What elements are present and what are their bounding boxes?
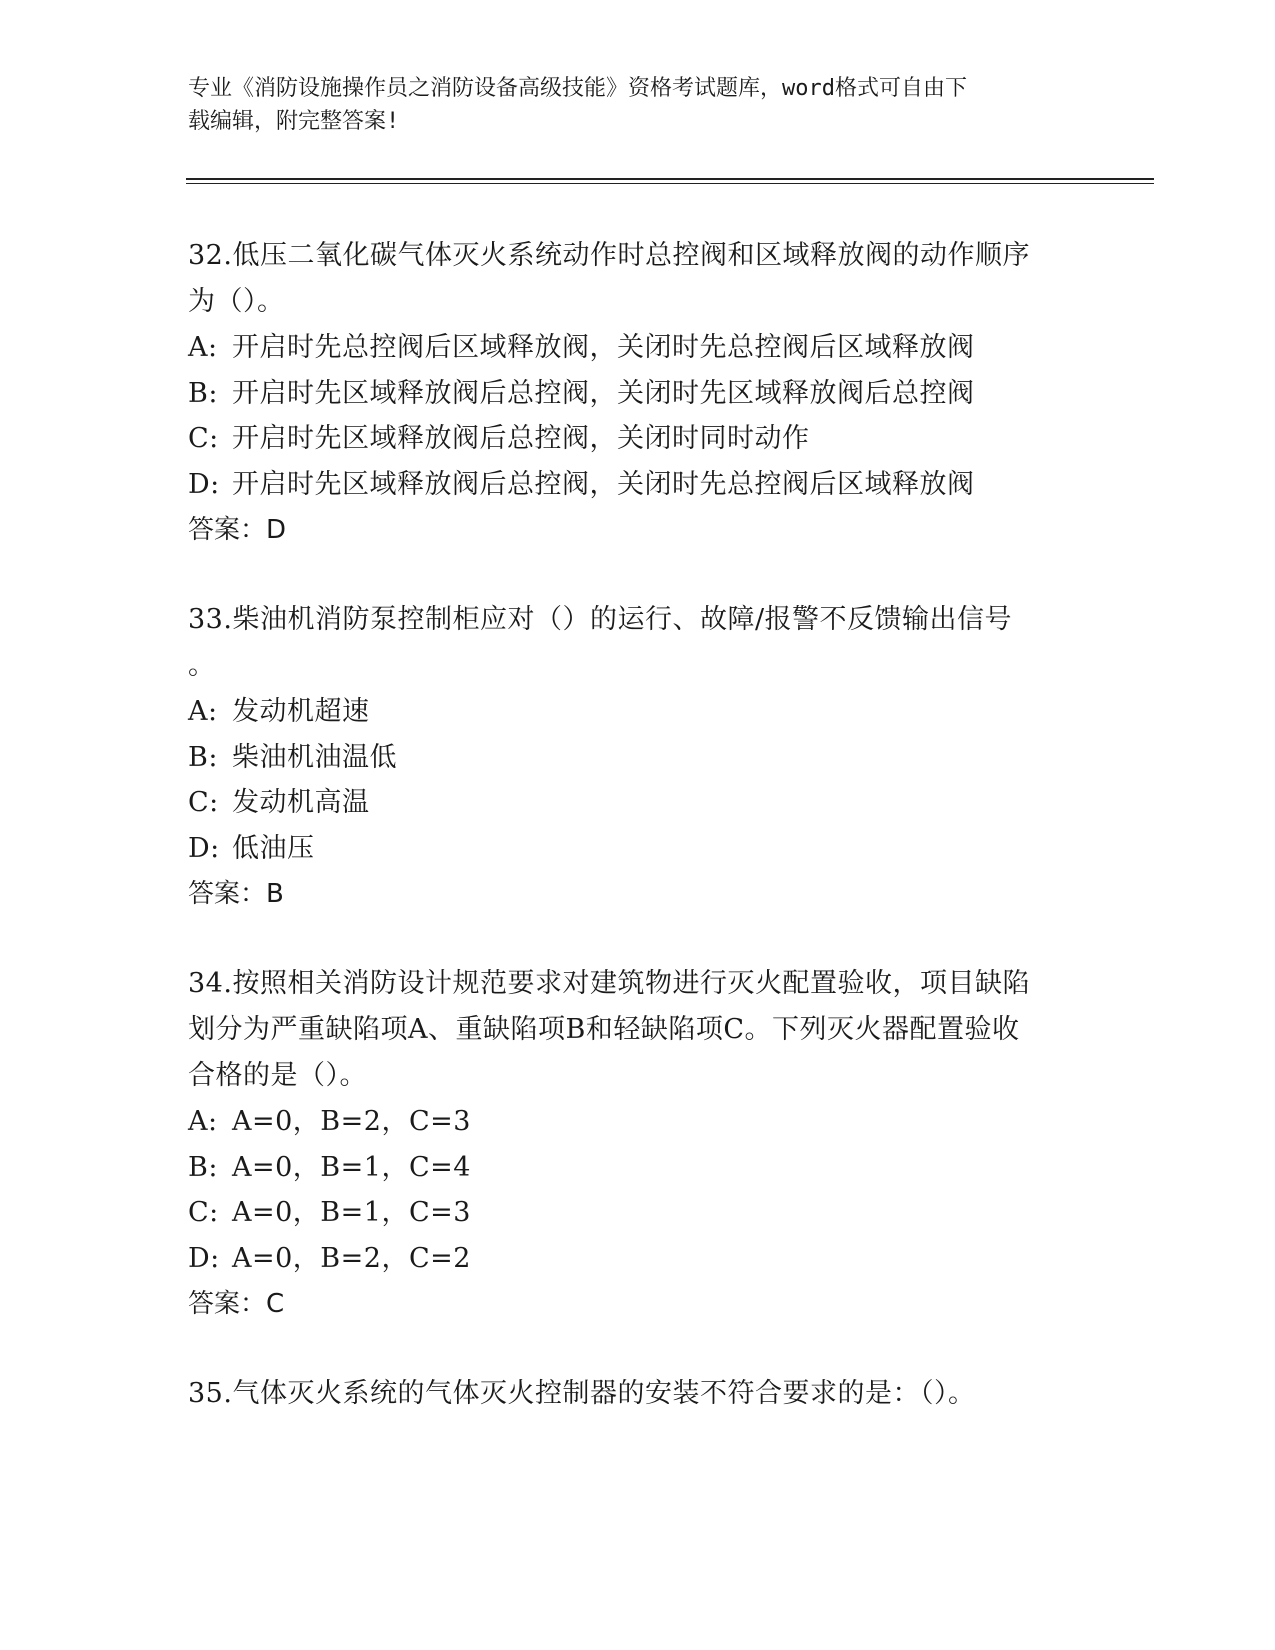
answer-line: 答案：C (188, 1289, 285, 1319)
option-b (188, 1145, 1088, 1191)
question-stem-line: 合格的是（）。 (188, 1060, 367, 1091)
question-stem-line: 32.低压二氧化碳气体灭火系统动作时总控阀和区域释放阀的动作顺序 (188, 240, 1030, 271)
answer-line: 答案：B (188, 879, 284, 909)
question-34 (188, 961, 1088, 1327)
question-stem-line: 33.柴油机消防泵控制柜应对（）的运行、故障/报警不反馈输出信号 (188, 604, 1013, 635)
document-header (188, 72, 1068, 138)
option-d (188, 462, 1088, 508)
option-letter: A: (188, 696, 218, 727)
header-divider-thin (186, 183, 1154, 184)
header-line-1: 专业《消防设施操作员之消防设备高级技能》资格考试题库，word格式可自由下 (188, 76, 967, 101)
option-a (188, 689, 1088, 735)
question-32 (188, 233, 1088, 553)
question-stem-line: 为（）。 (188, 286, 285, 317)
option-a (188, 325, 1088, 371)
option-letter: D: (188, 468, 220, 500)
option-letter: A: (188, 332, 218, 363)
option-letter: B: (188, 377, 218, 409)
option-text: 低油压 (232, 832, 315, 864)
option-text: 开启时先区域释放阀后总控阀，关闭时同时动作 (232, 423, 810, 454)
option-letter: C: (188, 423, 219, 454)
option-c (188, 416, 1088, 462)
option-d (188, 826, 1088, 872)
option-letter: C: (188, 787, 219, 818)
question-stem-line: 35.气体灭火系统的气体灭火控制器的安装不符合要求的是：（）。 (188, 1378, 976, 1409)
option-text: A=0，B=2，C=3 (232, 1106, 471, 1137)
option-c (188, 780, 1088, 826)
option-text: A=0，B=1，C=3 (232, 1197, 471, 1228)
option-text: A=0，B=1，C=4 (232, 1151, 471, 1183)
option-text: 发动机高温 (232, 787, 370, 818)
option-text: 开启时先区域释放阀后总控阀，关闭时先区域释放阀后总控阀 (232, 377, 975, 409)
header-divider-thick (186, 178, 1154, 180)
option-letter: C: (188, 1197, 219, 1228)
option-letter: D: (188, 832, 220, 864)
option-text: 发动机超速 (232, 696, 370, 727)
answer-line: 答案：D (188, 515, 287, 545)
question-stem-line: 。 (188, 650, 216, 681)
option-b (188, 735, 1088, 781)
option-text: 开启时先总控阀后区域释放阀，关闭时先总控阀后区域释放阀 (232, 332, 975, 363)
option-a (188, 1099, 1088, 1145)
option-text: A=0，B=2，C=2 (232, 1242, 471, 1274)
option-text: 开启时先区域释放阀后总控阀，关闭时先总控阀后区域释放阀 (232, 468, 975, 500)
header-line-2: 载编辑，附完整答案! (188, 109, 400, 134)
option-letter: D: (188, 1242, 220, 1274)
option-b (188, 371, 1088, 417)
option-letter: B: (188, 741, 218, 773)
option-letter: B: (188, 1151, 218, 1183)
option-c (188, 1190, 1088, 1236)
question-33 (188, 597, 1088, 917)
option-d (188, 1236, 1088, 1282)
question-stem-line: 划分为严重缺陷项A、重缺陷项B和轻缺陷项C。下列灭火器配置验收 (188, 1014, 1020, 1045)
option-text: 柴油机油温低 (232, 741, 397, 773)
question-35 (188, 1371, 1088, 1417)
option-letter: A: (188, 1106, 218, 1137)
question-stem-line: 34.按照相关消防设计规范要求对建筑物进行灭火配置验收，项目缺陷 (188, 968, 1030, 999)
